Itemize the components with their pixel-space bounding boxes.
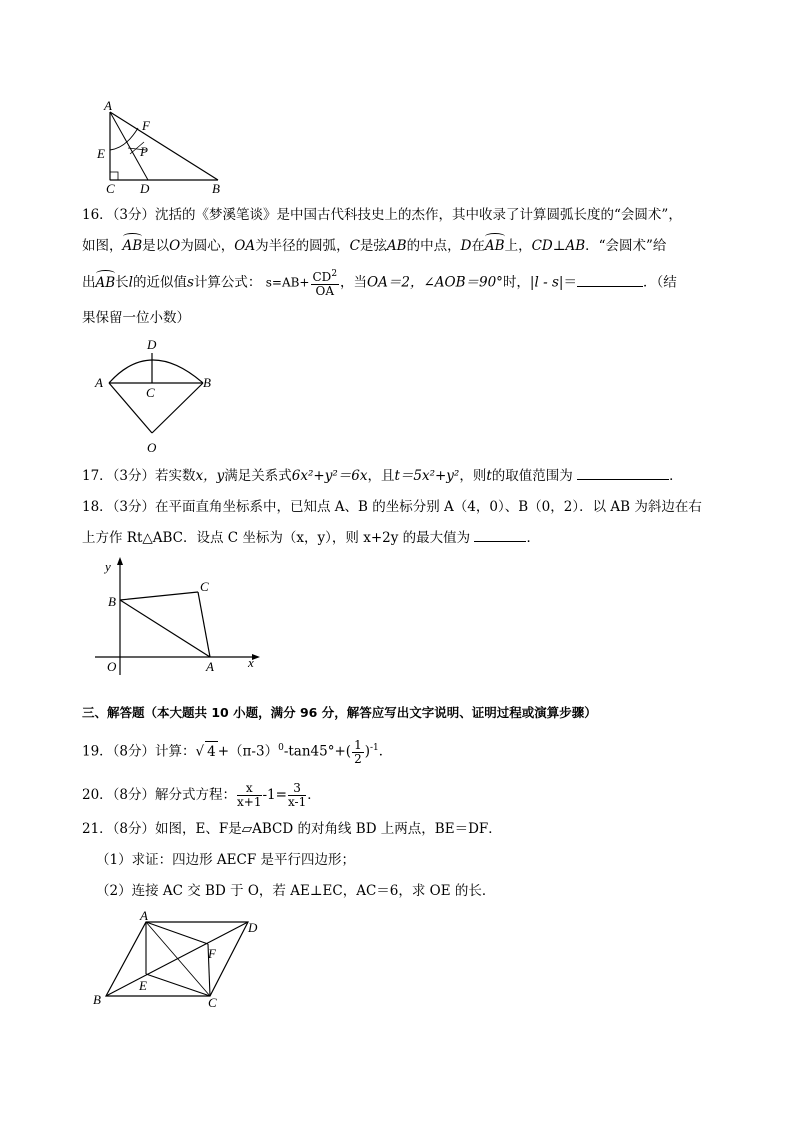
q19-line: 19．（8分）计算：√ $4 +(\pi-3)^0-\tan 45^\circ+$( $\frac{1}{2}$ )$^{-1}$． xyxy=(82,737,393,766)
fig18-label-y: y xyxy=(105,559,111,574)
fig15-label-e: E xyxy=(97,146,105,161)
q21-line-1: 21．（8分）如图，E、F是▱ABCD 的对角线 BD 上两点，BE＝DF． xyxy=(82,821,502,837)
fig16-label-o: O xyxy=(147,440,157,455)
q20-fraction-1: $\frac{x}{x+1}$ xyxy=(237,781,262,809)
fig15-label-b: B xyxy=(212,181,220,196)
fig15-label-f: F xyxy=(142,118,150,133)
fig21-label-a: A xyxy=(140,908,148,923)
fig16-label-a: A xyxy=(95,375,103,390)
fig21-label-c: C xyxy=(208,995,217,1008)
q18-line-2: 上方作 Rt△ABC．设点 C 坐标为（x，y），则 x+2y 的最大值为 ． xyxy=(82,530,540,546)
q16-line-2: 如图，AB是以O为圆心，OA为半径的圆弧，C是弦AB的中点，D在AB上，CD⊥AB．“会圆术”给 xyxy=(82,238,667,254)
q21-part-1: （1）求证：四边形 AECF 是平行四边形； xyxy=(96,852,355,868)
q16-line-1: 16．（3分）沈括的《梦溪笔谈》是中国古代科技史上的杰作，其中收录了计算圆弧长度的“会圆术”， xyxy=(82,207,682,223)
q18-line-1: 18．（3分）在平面直角坐标系中，已知点 A、B 的坐标分别 A（4，0）、B（0，2）．以 AB 为斜边在右 xyxy=(82,499,702,515)
q16-line-3: 出AB长l的近似值s计算公式： s=AB+ $\frac{CD^2}{OA}$ ，当OA＝2，∠AOB＝90°时，|l - s|＝ ．（结 xyxy=(82,269,677,298)
fig21-label-d: D xyxy=(248,920,258,935)
fig18-label-a: A xyxy=(206,659,214,674)
fig16-label-b: B xyxy=(203,375,211,390)
fig16-label-c: C xyxy=(146,385,155,400)
q16-line-4: 果保留一位小数） xyxy=(82,310,190,326)
q17-line: 17．（3分）若实数x，y满足关系式6x²+y²＝6x，且t＝5x²+y²，则t的取值范围为 ． xyxy=(82,468,683,484)
fig18-label-b: B xyxy=(108,594,116,609)
figure-q15-triangle xyxy=(90,100,240,198)
q20-line: 20．（8分）解分式方程： $\frac{x}{x+1}$ -1= $\frac{3}{x-1}$ ． xyxy=(82,781,321,809)
fig18-label-x: x xyxy=(248,655,254,670)
fig16-label-d: D xyxy=(147,337,157,352)
fig18-label-c: C xyxy=(200,579,209,594)
fig15-label-p: P xyxy=(140,144,148,159)
figure-q21-parallelogram xyxy=(88,908,268,1008)
fig15-label-d: D xyxy=(140,181,150,196)
q18-answer-blank[interactable] xyxy=(474,529,526,542)
fig21-label-f: F xyxy=(208,946,216,961)
fig15-label-c: C xyxy=(106,181,115,196)
q17-answer-blank[interactable] xyxy=(577,467,669,480)
sqrt-symbol: √ xyxy=(195,743,205,760)
q21-part-2: （2）连接 AC 交 BD 于 O，若 AE⊥EC，AC＝6，求 OE 的长． xyxy=(96,883,496,899)
q19-half-fraction: $\frac{1}{2}$ xyxy=(354,737,362,766)
section-3-heading: 三、解答题（本大题共 10 小题，满分 96 分，解答应写出文字说明、证明过程或演算步骤） xyxy=(82,705,597,720)
fig18-label-o: O xyxy=(107,659,117,674)
figure-q18-coordinate xyxy=(90,555,270,685)
figure-q16-arc xyxy=(90,335,220,459)
fig21-label-e: E xyxy=(139,978,147,993)
fig15-label-a: A xyxy=(104,100,112,113)
fig21-label-b: B xyxy=(93,992,101,1007)
q20-fraction-2: $\frac{3}{x-1}$ xyxy=(287,781,307,809)
q16-answer-blank[interactable] xyxy=(577,274,643,287)
q16-formula-fraction: $\frac{CD^2}{OA}$ xyxy=(312,269,338,298)
